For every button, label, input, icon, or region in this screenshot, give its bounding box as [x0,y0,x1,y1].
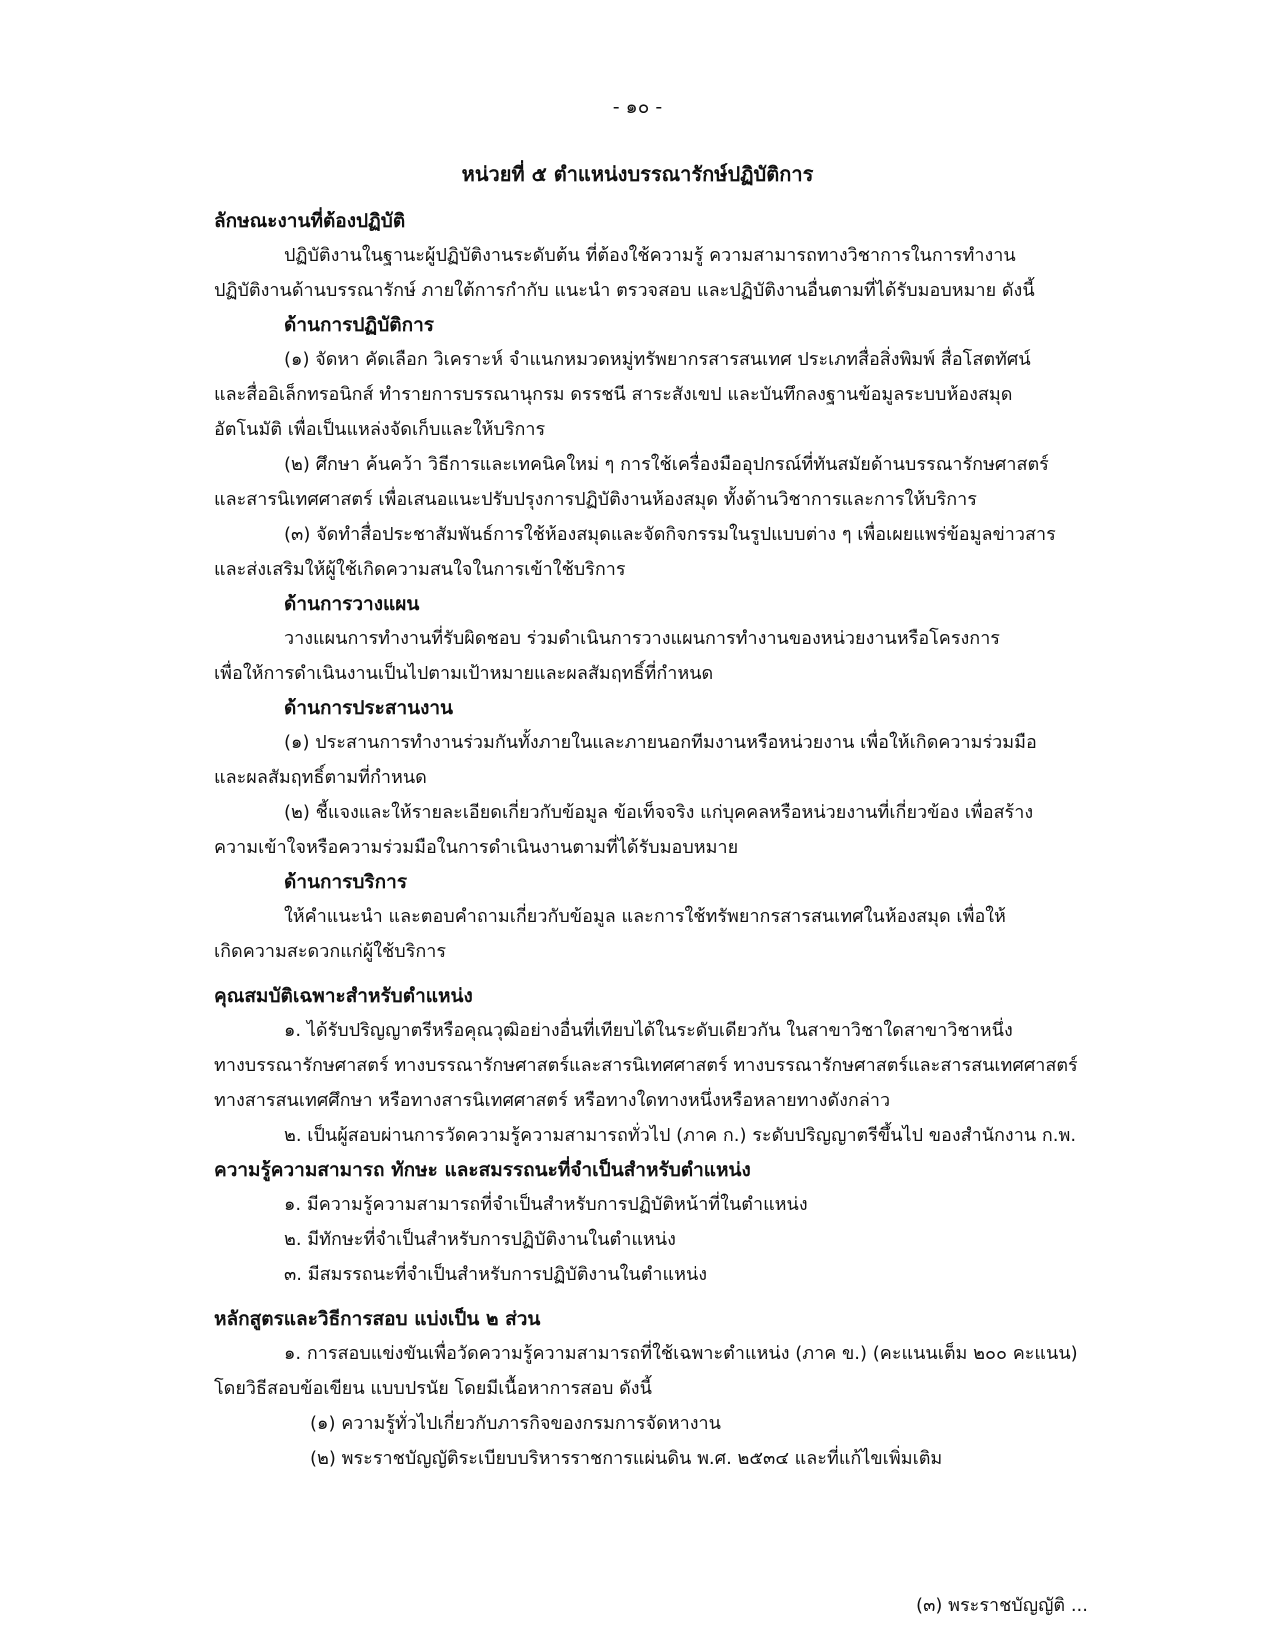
subheading-coordination: ด้านการประสานงาน [284,697,454,719]
list-item: (๑) ความรู้ทั่วไปเกี่ยวกับภารกิจของกรมการจัดหางาน [310,1413,721,1434]
paragraph-line: (๓) จัดทำสื่อประชาสัมพันธ์การใช้ห้องสมุดและจัดกิจกรรมในรูปแบบต่าง ๆ เพื่อเผยแพร่ข้อมูลข่าวสาร [284,524,1056,545]
paragraph-line: เพื่อให้การดำเนินงานเป็นไปตามเป้าหมายและผลสัมฤทธิ์ที่กำหนด [214,663,714,684]
paragraph-line: และส่งเสริมให้ผู้ใช้เกิดความสนใจในการเข้าใช้บริการ [214,559,626,580]
paragraph-line: และผลสัมฤทธิ์ตามที่กำหนด [214,767,427,788]
list-item: ๑. มีความรู้ความสามารถที่จำเป็นสำหรับการปฏิบัติหน้าที่ในตำแหน่ง [284,1194,808,1215]
paragraph-line: ทางบรรณารักษศาสตร์ ทางบรรณารักษศาสตร์และสารนิเทศศาสตร์ ทางบรรณารักษศาสตร์และสารสนเทศศาสตร์ [214,1055,1078,1076]
paragraph-line: (๑) ประสานการทำงานร่วมกันทั้งภายในและภายนอกทีมงานหรือหน่วยงาน เพื่อให้เกิดความร่วมมือ [284,732,1037,753]
page-number: - ๑๐ - [612,96,663,118]
section-heading-competencies: ความรู้ความสามารถ ทักษะ และสมรรถนะที่จำเป็นสำหรับตำแหน่ง [214,1159,751,1181]
subheading-planning: ด้านการวางแผน [284,593,420,615]
paragraph-line: ๒. เป็นผู้สอบผ่านการวัดความรู้ความสามารถทั่วไป (ภาค ก.) ระดับปริญญาตรีขึ้นไป ของสำนักงาน ก.พ. [284,1125,1077,1146]
paragraph-line: โดยวิธีสอบข้อเขียน แบบปรนัย โดยมีเนื้อหาการสอบ ดังนี้ [214,1378,652,1399]
paragraph-line: ปฏิบัติงานด้านบรรณารักษ์ ภายใต้การกำกับ แนะนำ ตรวจสอบ และปฏิบัติงานอื่นตามที่ได้รับมอบหมาย ดังนี้ [214,280,1035,301]
page-title: หน่วยที่ ๕ ตำแหน่งบรรณารักษ์ปฏิบัติการ [461,162,814,186]
paragraph-line: ปฏิบัติงานในฐานะผู้ปฏิบัติงานระดับต้น ที่ต้องใช้ความรู้ ความสามารถทางวิชาการในการทำงาน [284,245,1016,266]
paragraph-line: อัตโนมัติ เพื่อเป็นแหล่งจัดเก็บและให้บริการ [214,419,546,440]
paragraph-line: (๒) ศึกษา ค้นคว้า วิธีการและเทคนิคใหม่ ๆ การใช้เครื่องมืออุปกรณ์ที่ทันสมัยด้านบรรณารักษศาสตร์ [284,454,1049,475]
list-item: (๒) พระราชบัญญัติระเบียบบริหารราชการแผ่นดิน พ.ศ. ๒๕๓๔ และที่แก้ไขเพิ่มเติม [310,1448,943,1469]
paragraph-line: ความเข้าใจหรือความร่วมมือในการดำเนินงานตามที่ได้รับมอบหมาย [214,837,739,858]
paragraph-line: วางแผนการทำงานที่รับผิดชอบ ร่วมดำเนินการวางแผนการทำงานของหน่วยงานหรือโครงการ [284,628,1000,649]
subheading-service: ด้านการบริการ [284,871,408,893]
paragraph-line: และสื่ออิเล็กทรอนิกส์ ทำรายการบรรณานุกรม ดรรชนี สาระสังเขป และบันทึกลงฐานข้อมูลระบบห้องสมุด [214,384,1013,405]
subheading-operations: ด้านการปฏิบัติการ [284,314,434,336]
paragraph-line: เกิดความสะดวกแก่ผู้ใช้บริการ [214,941,447,962]
paragraph-line: ทางสารสนเทศศึกษา หรือทางสารนิเทศศาสตร์ หรือทางใดทางหนึ่งหรือหลายทางดังกล่าว [214,1090,891,1111]
list-item: ๒. มีทักษะที่จำเป็นสำหรับการปฏิบัติงานในตำแหน่ง [284,1229,676,1250]
continuation-footer: (๓) พระราชบัญญัติ ... [916,1595,1088,1616]
section-heading-job-description: ลักษณะงานที่ต้องปฏิบัติ [214,210,406,232]
paragraph-line: ๑. ได้รับปริญญาตรีหรือคุณวุฒิอย่างอื่นที่เทียบได้ในระดับเดียวกัน ในสาขาวิชาใดสาขาวิชาหนึ่ง [284,1020,1013,1041]
list-item: ๓. มีสมรรถนะที่จำเป็นสำหรับการปฏิบัติงานในตำแหน่ง [284,1264,708,1285]
paragraph-line: และสารนิเทศศาสตร์ เพื่อเสนอแนะปรับปรุงการปฏิบัติงานห้องสมุด ทั้งด้านวิชาการและการให้บริการ [214,489,977,510]
paragraph-line: (๒) ชี้แจงและให้รายละเอียดเกี่ยวกับข้อมูล ข้อเท็จจริง แก่บุคคลหรือหน่วยงานที่เกี่ยวข้อง เพื่อสร้าง [284,802,1034,823]
paragraph-line: ๑. การสอบแข่งขันเพื่อวัดความรู้ความสามารถที่ใช้เฉพาะตำแหน่ง (ภาค ข.) (คะแนนเต็ม ๒๐๐ คะแนน) [284,1343,1078,1364]
paragraph-line: ให้คำแนะนำ และตอบคำถามเกี่ยวกับข้อมูล และการใช้ทรัพยากรสารสนเทศในห้องสมุด เพื่อให้ [284,906,1006,927]
section-heading-qualifications: คุณสมบัติเฉพาะสำหรับตำแหน่ง [214,985,473,1007]
section-heading-exam: หลักสูตรและวิธีการสอบ แบ่งเป็น ๒ ส่วน [214,1308,541,1330]
paragraph-line: (๑) จัดหา คัดเลือก วิเคราะห์ จำแนกหมวดหมู่ทรัพยากรสารสนเทศ ประเภทสื่อสิ่งพิมพ์ สื่อโสตทัศน์ [284,349,1031,370]
document-body [214,204,1094,1476]
